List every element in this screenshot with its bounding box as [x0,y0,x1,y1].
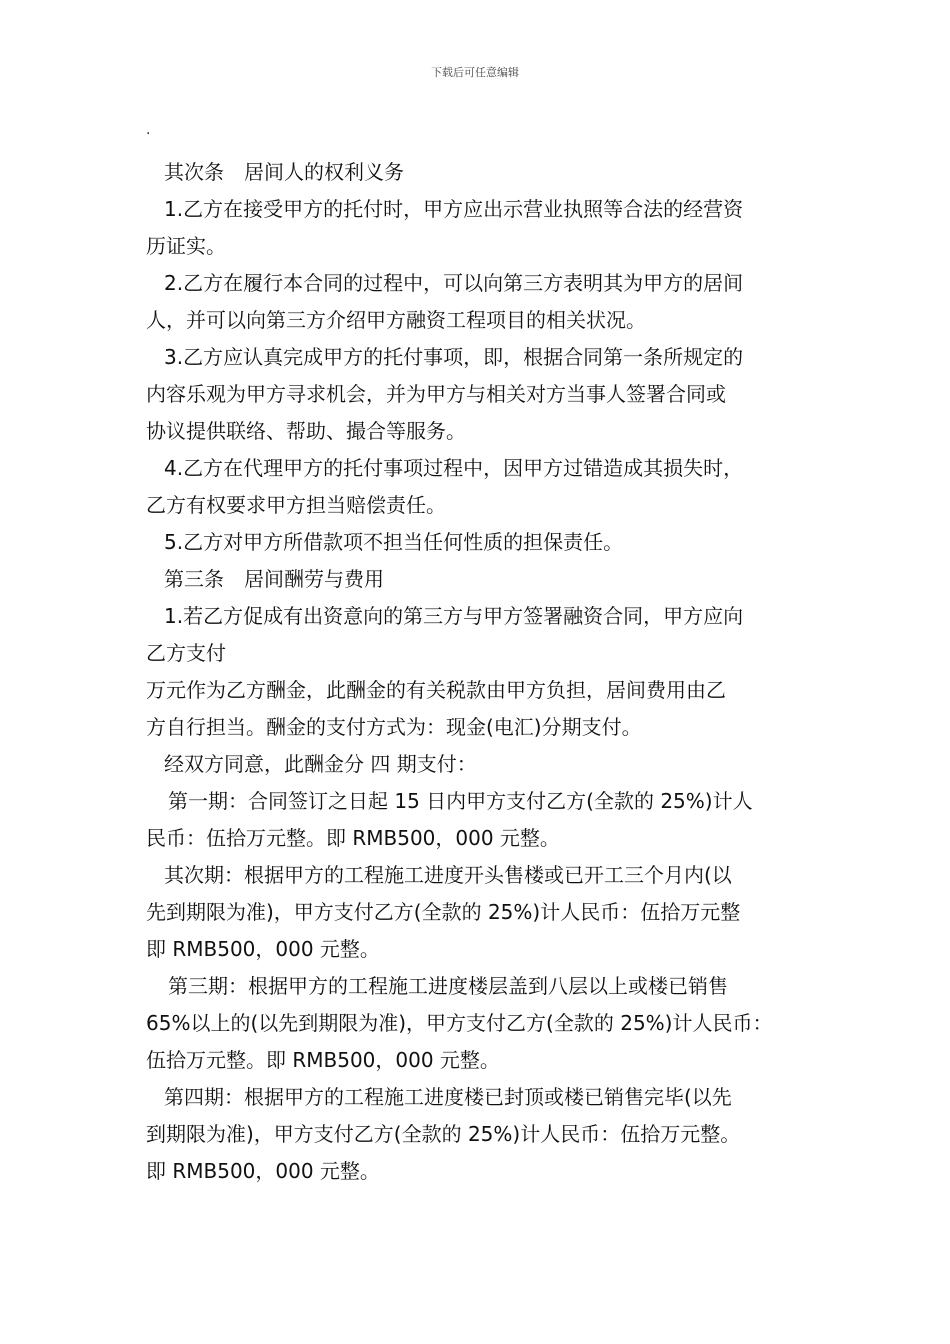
paragraph-line: 民币：伍拾万元整。即 RMB500，000 元整。 [146,826,560,850]
paragraph-line: 1.若乙方促成有出资意向的第三方与甲方签署融资合同，甲方应向 [164,604,744,628]
paragraph-line: 先到期限为准)，甲方支付乙方(全款的 25%)计人民币：伍拾万元整 [146,900,741,924]
paragraph-line: 乙方有权要求甲方担当赔偿责任。 [146,493,446,517]
document-body [146,157,810,1193]
paragraph-line: 1.乙方在接受甲方的托付时，甲方应出示营业执照等合法的经营资 [164,197,744,221]
page-header: 下载后可任意编辑 [431,66,519,79]
paragraph-line: 内容乐观为甲方寻求机会，并为甲方与相关对方当事人签署合同或 [146,382,726,406]
paragraph-line: 人，并可以向第三方介绍甲方融资工程项目的相关状况。 [146,308,646,332]
dot-mark: . [146,122,151,138]
paragraph-line: 其次期：根据甲方的工程施工进度开头售楼或已开工三个月内(以 [164,863,732,887]
paragraph-line: 5.乙方对甲方所借款项不担当任何性质的担保责任。 [164,530,624,554]
paragraph-line: 历证实。 [146,234,226,258]
paragraph-line: 3.乙方应认真完成甲方的托付事项，即，根据合同第一条所规定的 [164,345,744,369]
paragraph-line: 2.乙方在履行本合同的过程中，可以向第三方表明其为甲方的居间 [164,271,744,295]
paragraph-line: 到期限为准)，甲方支付乙方(全款的 25%)计人民币：伍拾万元整。 [146,1122,741,1146]
paragraph-line: 万元作为乙方酬金，此酬金的有关税款由甲方负担，居间费用由乙 [146,678,726,702]
paragraph-line: 经双方同意，此酬金分 四 期支付： [164,752,477,776]
paragraph-line: 协议提供联络、帮助、撮合等服务。 [146,419,466,443]
paragraph-line: 方自行担当。酬金的支付方式为：现金(电汇)分期支付。 [146,715,642,739]
section-heading: 其次条 居间人的权利义务 [164,160,404,184]
section-heading: 第三条 居间酬劳与费用 [164,567,384,591]
paragraph-line: 乙方支付 [146,641,226,665]
paragraph-line: 4.乙方在代理甲方的托付事项过程中，因甲方过错造成其损失时， [164,456,744,480]
paragraph-line: 即 RMB500，000 元整。 [146,937,380,961]
paragraph-line: 第一期：合同签订之日起 15 日内甲方支付乙方(全款的 25%)计人 [168,789,753,813]
paragraph-line: 第三期：根据甲方的工程施工进度楼层盖到八层以上或楼已销售 [168,974,728,998]
paragraph-line: 伍拾万元整。即 RMB500，000 元整。 [146,1048,500,1072]
paragraph-line: 即 RMB500，000 元整。 [146,1159,380,1183]
paragraph-line: 65%以上的(以先到期限为准)，甲方支付乙方(全款的 25%)计人民币： [146,1011,773,1035]
paragraph-line: 第四期：根据甲方的工程施工进度楼已封顶或楼已销售完毕(以先 [164,1085,732,1109]
